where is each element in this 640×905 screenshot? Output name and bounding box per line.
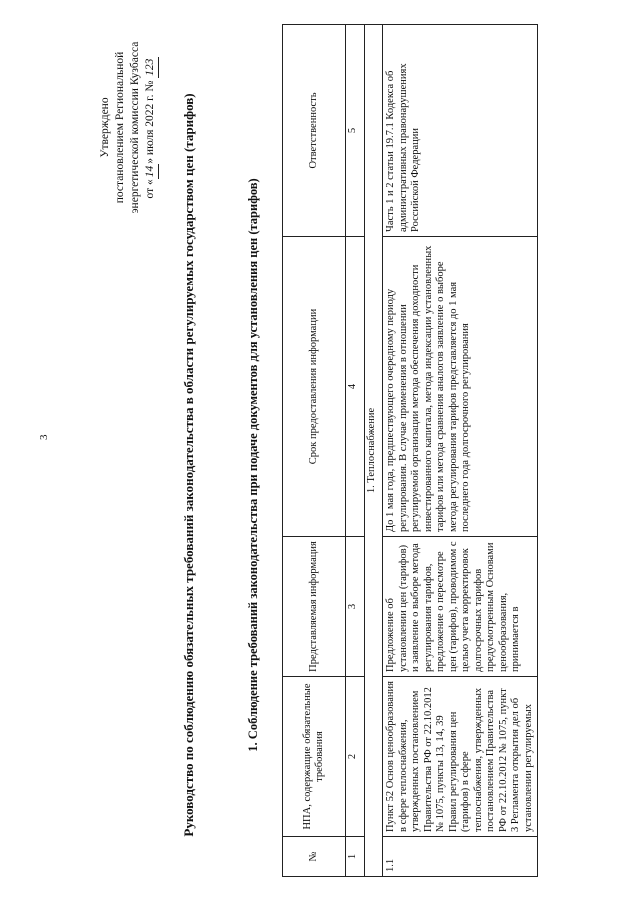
header-info: Представляемая информация: [283, 537, 346, 677]
column-number: 3: [346, 537, 365, 677]
header-liability: Ответственность: [283, 25, 346, 237]
page-number: 3: [38, 434, 50, 440]
row-npa: Пункт 52 Основ ценообразования в сфере теплоснабжения, утвержденных постановлением Правительства РФ от 22.10.2012 № 1075, пункты 13, 14, 39 Правил регулирования цен (тарифов) в сфере теплоснабжения, утвержденных постановлением Правительства РФ от 22.10.2012 № 1075, пункт 3 Регламента открытия дел об установлении регулируемых: [383, 677, 538, 837]
approval-line-2: постановлением Региональной: [114, 51, 126, 204]
column-number-row: [346, 25, 365, 877]
column-number: 5: [346, 25, 365, 237]
approval-number: 123: [143, 57, 159, 78]
header-npa: НПА, содержащие обязательные требования: [283, 677, 346, 837]
row-deadline: До 1 мая года, предшествующего очередному периоду регулирования. В случае применения в отношении регулируемой организации метода обеспечения доходности инвестированного капитала, метода индексации установленных тарифов или метода сравнения аналогов заявление о выборе метода регулирования тарифов представляется до 1 мая последнего года долгосрочного регулирования: [383, 237, 538, 537]
approval-stamp: [98, 20, 159, 235]
approval-line-1: Утверждено: [99, 97, 111, 158]
approval-date-middle: » июля 2022 г. №: [144, 80, 156, 164]
section-label: 1. Теплоснабжение: [365, 25, 383, 877]
table-row: [383, 25, 538, 877]
row-liability: Часть 1 и 2 статьи 19.7.1 Кодекса об административных правонарушениях Российской Федерации: [383, 25, 538, 237]
approval-day: 14: [143, 164, 159, 180]
column-number: 1: [346, 837, 365, 877]
column-number: 4: [346, 237, 365, 537]
approval-line-3: энергетической комиссии Кузбасса: [129, 41, 141, 214]
column-number: 2: [346, 677, 365, 837]
requirements-table: [282, 24, 538, 877]
section-row: [365, 25, 383, 877]
header-number: №: [283, 837, 346, 877]
row-info: Предложение об установлении цен (тарифов) и заявление о выборе метода регулирования тарифов, предложение о пересмотре цен (тарифов), проводимом с целью учета корректировок долгосрочных тарифов предусмотренным Основами ценообразования, принимается в: [383, 537, 538, 677]
document-title: Руководство по соблюдению обязательных требований законодательства в области регулируемых государством цен (тарифов): [181, 93, 196, 837]
row-number: 1.1: [383, 837, 538, 877]
header-deadline: Срок предоставления информации: [283, 237, 346, 537]
rotated-page-content: [20, 20, 620, 885]
approval-date-prefix: от «: [144, 179, 156, 199]
approval-date-line: [143, 20, 159, 235]
section-title: 1. Соблюдение требований законодательства при подаче документов для установления цен (тарифов): [246, 178, 260, 752]
table-header-row: [283, 25, 346, 877]
